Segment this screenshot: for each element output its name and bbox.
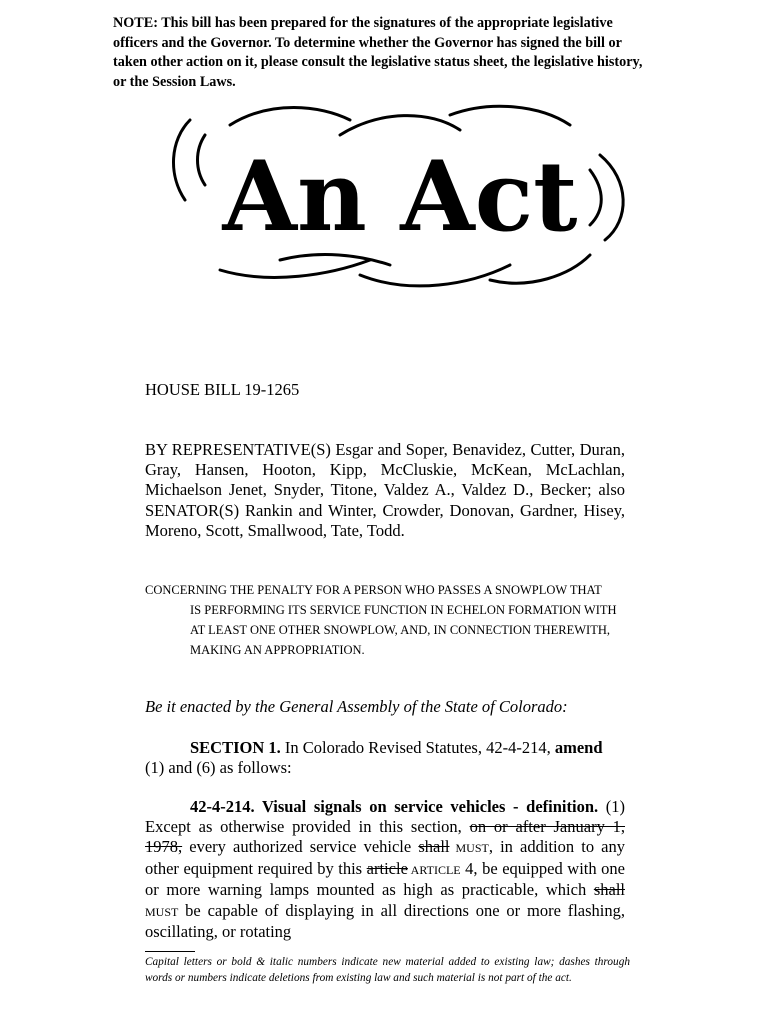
footnote-divider [145, 951, 195, 952]
deleted-text: on or after January 1, 1978, [145, 817, 626, 857]
bill-number: HOUSE BILL 19-1265 [145, 380, 300, 399]
enacting-clause: Be it enacted by the General Assembly of the State of Colorado: [145, 697, 568, 716]
inserted-text: MUST [145, 905, 179, 920]
statute-text [145, 797, 625, 942]
inserted-text: ARTICLE [407, 862, 461, 877]
statute-text-part: 4, be equipped with one or more warning lamps mounted as high as practicable, which [145, 858, 625, 899]
section-heading: SECTION 1. [190, 738, 281, 757]
statute-heading: 42-4-214. Visual signals on service vehicles - definition. [190, 797, 599, 816]
footnote: Capital letters or bold & italic numbers indicate new material added to existing law; dashes through words or numbers indicate deletions from existing law and such material is not part of the act. [145, 956, 630, 984]
section-text-a: In Colorado Revised Statutes, 42-4-214, [280, 738, 555, 757]
sponsors: BY REPRESENTATIVE(S) Esgar and Soper, Benavidez, Cutter, Duran, Gray, Hansen, Hooton, Kipp, McCluskie, McKean, McLachlan, Michaelson Jenet, Snyder, Titone, Valdez A., Valdez D., Becker; also SENATOR(S) Rankin and Winter, Crowder, Donovan, Gardner, Hisey, Moreno, Scott, Smallwood, Tate, Todd. [145, 440, 625, 540]
amend-keyword: amend [554, 738, 603, 757]
logo-text: An Act [222, 140, 578, 253]
bill-title [145, 580, 625, 660]
statute-text-part: , in addition to any other equipment required by this [145, 837, 626, 878]
bill-title-continuation: IS PERFORMING ITS SERVICE FUNCTION IN ECHELON FORMATION WITH AT LEAST ONE OTHER SNOWPLOW, AND, IN CONNECTION THEREWITH, MAKING AN APPROPRIATION. [190, 603, 617, 657]
statute-text-part: be capable of displaying in all directions one or more flashing, oscillating, or rotating [145, 901, 625, 942]
deleted-text: shall [593, 879, 625, 899]
signature-note: NOTE: This bill has been prepared for the signatures of the appropriate legislative officers and the Governor. To determine whether the Governor has signed the bill or taken other action on it, please consult the legislative status sheet, the legislative history, or the Session Laws. [113, 15, 643, 90]
statute-text-part: every authorized service vehicle [182, 837, 419, 857]
deleted-text: shall [418, 837, 450, 857]
section-text-b: (1) and (6) as follows: [145, 758, 292, 777]
an-act-logo [160, 100, 640, 300]
section-1 [145, 738, 625, 778]
statute-text-part: (1) Except as otherwise provided in this section, [145, 797, 625, 837]
bill-title-first-line: CONCERNING THE PENALTY FOR A PERSON WHO PASSES A SNOWPLOW THAT [145, 583, 602, 597]
deleted-text: article [366, 858, 408, 878]
inserted-text: MUST [449, 841, 489, 856]
